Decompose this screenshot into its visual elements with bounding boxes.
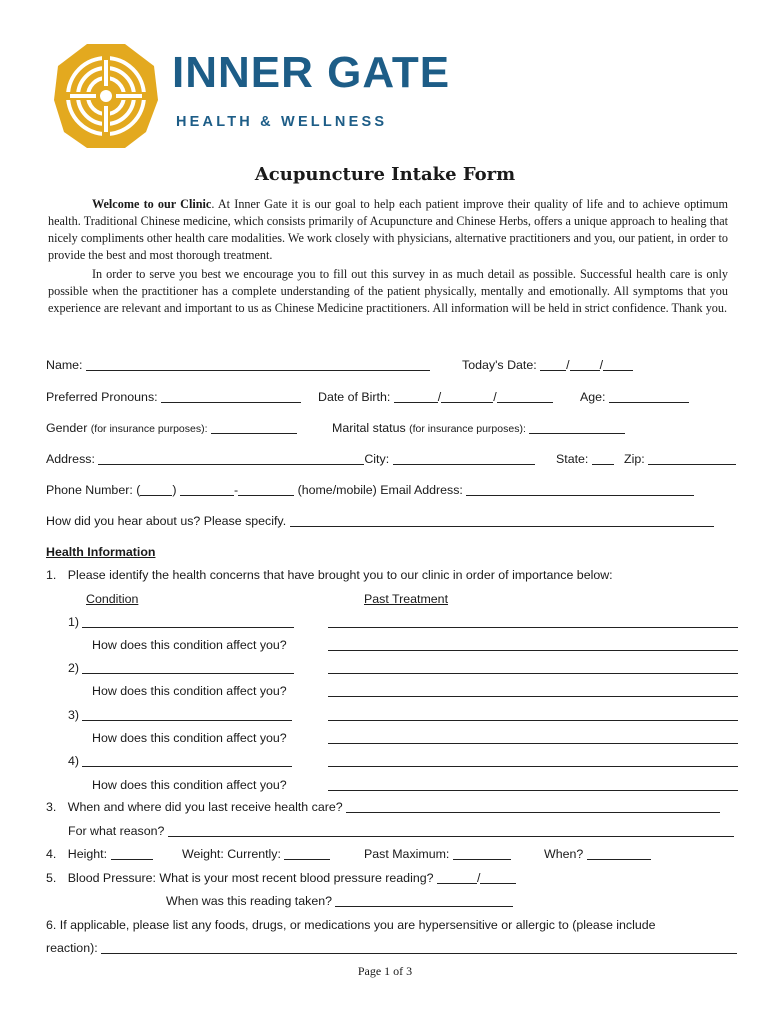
dob-slash: / (493, 390, 497, 404)
condition-2-field[interactable] (82, 672, 294, 674)
affect-1-row (328, 638, 738, 652)
bp-when-row (166, 894, 513, 908)
question-6: 6. If applicable, please list any foods, drugs, or medications you are hypersensitive or allergic to (please include (46, 918, 656, 932)
intro-paragraph-2 (48, 266, 728, 317)
phone-label: Phone Number: (46, 483, 133, 497)
past-max-field[interactable] (453, 858, 511, 860)
inner-gate-logo-icon (50, 40, 162, 152)
intro-text-2: In order to serve you best we encourage you to fill out this survey in as much detail as possible. Successful health care is only possible when the practitioner has a complete understanding of the patient physically, mentally and emotionally. All symptoms that you experience are relevant and important to us as Chinese Medicine practitioners. All information will be held in strict confidence. Thank you. (48, 267, 728, 315)
phone-dash: - (233, 483, 239, 497)
referral-row (46, 514, 714, 528)
address-field[interactable] (98, 463, 364, 465)
treatment-1-row (328, 615, 738, 629)
bp-diastolic-field[interactable] (480, 882, 516, 884)
when-label: When? (544, 847, 584, 861)
page-number: Page 1 of 3 (357, 964, 413, 978)
address-label: Address: (46, 452, 95, 466)
bp-when-field[interactable] (335, 905, 513, 907)
brand-logo (50, 40, 451, 150)
condition-3-row (68, 708, 292, 722)
when-row (544, 847, 651, 861)
weight-row (182, 847, 330, 861)
form-title: Acupuncture Intake Form (254, 164, 516, 185)
dob-slash: / (437, 390, 442, 404)
reason-field[interactable] (168, 835, 734, 837)
condition-2-row (68, 661, 294, 675)
question-number: 1. (46, 568, 57, 582)
affect-3-field[interactable] (328, 742, 738, 744)
age-label: Age: (580, 390, 606, 404)
question-5 (46, 871, 516, 885)
question-4 (46, 847, 153, 861)
email-field[interactable] (466, 494, 694, 496)
bp-slash: / (476, 871, 481, 885)
todays-date-label: Today's Date: (462, 358, 537, 372)
weight-label: Weight: Currently: (182, 847, 281, 861)
height-field[interactable] (111, 858, 153, 860)
treatment-2-row (328, 661, 738, 675)
affect-1-label: How does this condition affect you? (92, 638, 287, 652)
affect-3-row (328, 731, 738, 745)
gender-field[interactable] (211, 432, 297, 434)
condition-4-field[interactable] (82, 765, 292, 767)
affect-2-label: How does this condition affect you? (92, 684, 287, 698)
affect-4-field[interactable] (328, 789, 738, 791)
allergy-field[interactable] (101, 952, 737, 954)
pronouns-label: Preferred Pronouns: (46, 390, 158, 404)
gender-label: Gender (46, 421, 88, 435)
zip-row (624, 452, 736, 466)
treatment-1-field[interactable] (328, 626, 738, 628)
affect-1-field[interactable] (328, 649, 738, 651)
email-label: Email Address: (380, 483, 463, 497)
question-number: 4. (46, 847, 57, 861)
brand-tagline: HEALTH & WELLNESS (176, 114, 388, 130)
intro-text-1: . At Inner Gate it is our goal to help each patient improve their quality of life and to achieve optimum health. Traditional Chinese medicine, which consists primarily of Acupuncture and Chinese Herbs, offers a unique approach to healing that nicely compliments other health care modalities. We work closely with physicians, alternative practitioners and you, our patient, in order to provide the best and most thorough treatment. (48, 197, 728, 262)
dob-day-field[interactable] (441, 401, 493, 403)
state-label: State: (556, 452, 589, 466)
date-slash: / (566, 358, 570, 372)
phone-row (46, 483, 694, 497)
marital-note: (for insurance purposes): (409, 423, 526, 435)
treatment-4-row (328, 754, 738, 768)
condition-1-field[interactable] (82, 626, 294, 628)
affect-4-row (328, 778, 738, 792)
name-label: Name: (46, 358, 83, 372)
bp-when-label: When was this reading taken? (166, 894, 332, 908)
treatment-3-row (328, 708, 738, 722)
age-row (580, 390, 689, 404)
address-row (46, 452, 535, 466)
referral-field[interactable] (290, 525, 714, 527)
treatment-2-field[interactable] (328, 672, 738, 674)
health-heading: Health Information (46, 545, 156, 559)
condition-number: 4) (68, 754, 80, 768)
past-treatment-header: Past Treatment (364, 592, 449, 606)
question-number: 3. (46, 800, 57, 814)
todays-date-row (462, 358, 633, 372)
treatment-4-field[interactable] (328, 765, 738, 767)
last-care-field[interactable] (346, 811, 720, 813)
question-text: Please identify the health concerns that have brought you to our clinic in order of importance below: (67, 568, 613, 582)
condition-1-row (68, 615, 294, 629)
affect-2-row (328, 684, 738, 698)
city-label: City: (364, 452, 390, 466)
date-day-field[interactable] (570, 369, 600, 371)
condition-number: 1) (68, 615, 80, 629)
marital-row (332, 421, 625, 435)
question-3 (46, 800, 720, 814)
referral-label: How did you hear about us? Please specify. (46, 514, 287, 528)
marital-label: Marital status (332, 421, 406, 435)
affect-2-field[interactable] (328, 695, 738, 697)
state-row (556, 452, 614, 466)
phone-type: (home/mobile) (297, 483, 377, 497)
dob-row (318, 390, 553, 404)
date-year-field[interactable] (603, 369, 633, 371)
question-6b (46, 941, 737, 955)
phone-paren-open: ( (136, 483, 141, 497)
pronouns-field[interactable] (161, 401, 301, 403)
phone-prefix-field[interactable] (180, 494, 234, 496)
dob-label: Date of Birth: (318, 390, 391, 404)
dob-year-field[interactable] (497, 401, 553, 403)
weight-field[interactable] (284, 858, 330, 860)
state-field[interactable] (592, 463, 614, 465)
question-number: 5. (46, 871, 57, 885)
condition-3-field[interactable] (82, 719, 292, 721)
brand-name: INNER GATE (172, 48, 451, 97)
age-field[interactable] (609, 401, 689, 403)
affect-3-label: How does this condition affect you? (92, 731, 287, 745)
city-field[interactable] (393, 463, 535, 465)
condition-header: Condition (86, 592, 139, 606)
reaction-label: reaction): (46, 941, 98, 955)
marital-field[interactable] (529, 432, 625, 434)
condition-number: 2) (68, 661, 80, 675)
past-max-label: Past Maximum: (364, 847, 450, 861)
condition-4-row (68, 754, 292, 768)
phone-line-field[interactable] (238, 494, 294, 496)
question-text: When and where did you last receive health care? (67, 800, 343, 814)
condition-number: 3) (68, 708, 80, 722)
question-1 (46, 568, 613, 582)
pronouns-row (46, 390, 301, 404)
phone-paren-close: ) (172, 483, 177, 497)
intro-paragraph-1 (48, 196, 728, 264)
treatment-3-field[interactable] (328, 719, 738, 721)
height-label: Height: (67, 847, 108, 861)
zip-field[interactable] (648, 463, 736, 465)
gender-row (46, 421, 297, 435)
gender-note: (for insurance purposes): (90, 423, 208, 435)
name-row (46, 358, 430, 372)
bp-label: Blood Pressure: What is your most recent blood pressure reading? (67, 871, 434, 885)
zip-label: Zip: (624, 452, 645, 466)
bp-systolic-field[interactable] (437, 882, 477, 884)
reason-label: For what reason? (68, 824, 165, 838)
past-max-row (364, 847, 511, 861)
date-month-field[interactable] (540, 369, 566, 371)
question-3b (68, 824, 734, 838)
welcome-text: Welcome to our Clinic (92, 197, 212, 211)
affect-4-label: How does this condition affect you? (92, 778, 287, 792)
dob-month-field[interactable] (394, 401, 438, 403)
name-field[interactable] (86, 369, 430, 371)
phone-area-field[interactable] (140, 494, 172, 496)
date-slash: / (599, 358, 604, 372)
when-field[interactable] (587, 858, 651, 860)
